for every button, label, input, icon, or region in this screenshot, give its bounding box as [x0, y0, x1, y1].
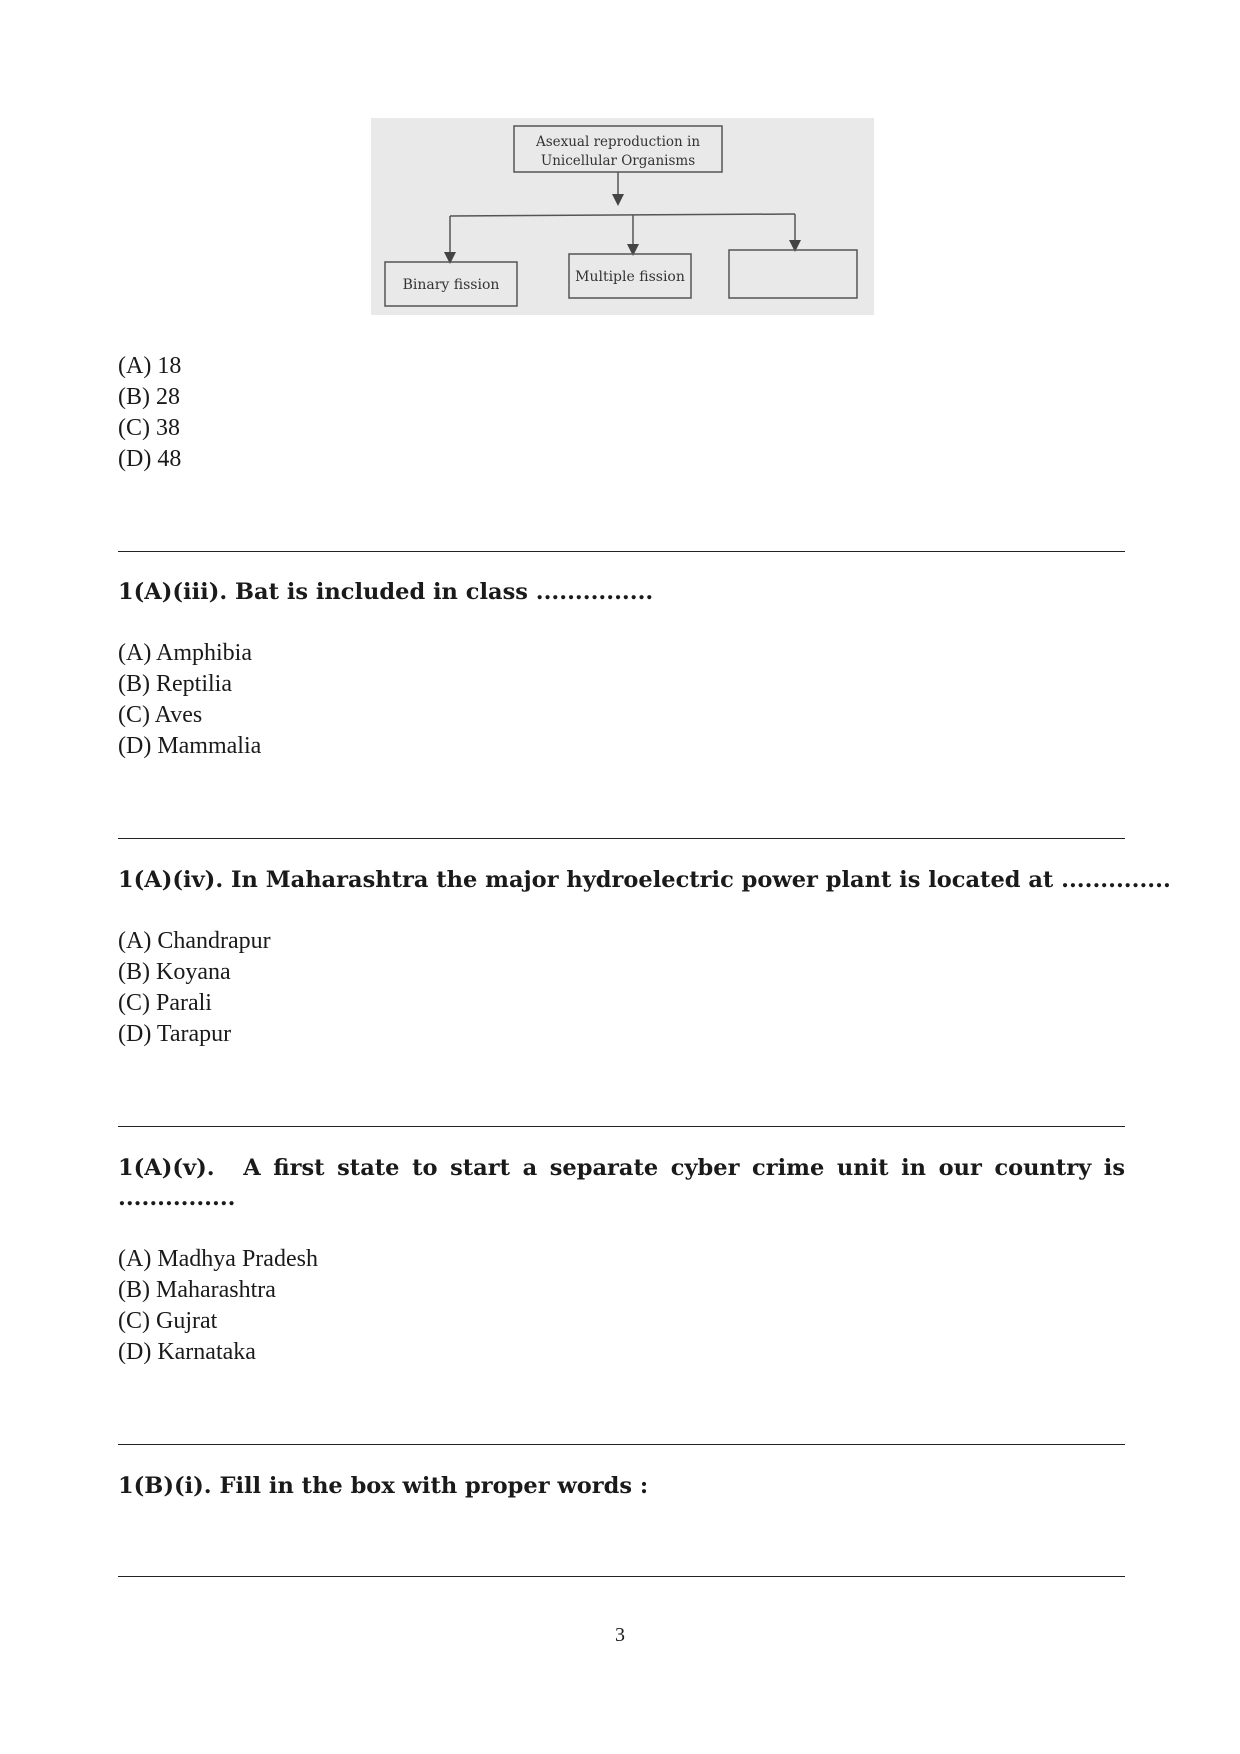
root-label-line2: Unicellular Organisms	[540, 153, 696, 169]
question-text: In Maharashtra the major hydroelectric power plant is located at ..............	[231, 867, 1171, 893]
option-c[interactable]: (C) Aves	[118, 702, 203, 728]
option-b[interactable]: (B) Reptilia	[118, 671, 232, 697]
option-a[interactable]: (A) Madhya Pradesh	[118, 1246, 318, 1272]
question-continuation: ...............	[118, 1185, 236, 1211]
option-b[interactable]: (B) Koyana	[118, 959, 231, 985]
divider	[118, 1126, 1125, 1127]
option-d[interactable]: (D) Mammalia	[118, 733, 262, 759]
question-text: A first state to start a separate cyber crime unit in our country is	[243, 1155, 1125, 1181]
option-d[interactable]: (D) 48	[118, 446, 182, 472]
option-d[interactable]: (D) Karnataka	[118, 1339, 256, 1365]
option-d[interactable]: (D) Tarapur	[118, 1021, 232, 1047]
flowchart-svg	[371, 118, 874, 315]
question-number: 1(A)(v).	[118, 1155, 215, 1181]
question-1a-iii	[118, 576, 653, 608]
question-text: Fill in the box with proper words :	[219, 1473, 649, 1499]
root-label-line1: Asexual reproduction in	[535, 134, 701, 150]
option-a[interactable]: (A) 18	[118, 353, 182, 379]
question-1a-v-options	[118, 1244, 318, 1368]
page-number: 3	[615, 1624, 625, 1646]
question-number: 1(A)(iv).	[118, 867, 224, 893]
divider	[118, 1576, 1125, 1577]
question-1a-iv-options	[118, 926, 271, 1050]
question-1a-v	[118, 1152, 1125, 1184]
divider	[118, 1444, 1125, 1445]
child-box-empty	[729, 250, 857, 298]
option-b[interactable]: (B) 28	[118, 384, 180, 410]
branch-line	[450, 214, 795, 216]
divider	[118, 838, 1125, 839]
child-label-binary: Binary fission	[402, 277, 500, 293]
question-1a-iv	[118, 864, 1171, 896]
question-text: Bat is included in class ...............	[235, 579, 654, 605]
question-number: 1(A)(iii).	[118, 579, 228, 605]
prev-question-options	[118, 351, 181, 475]
question-number: 1(B)(i).	[118, 1473, 212, 1499]
option-c[interactable]: (C) 38	[118, 415, 180, 441]
option-b[interactable]: (B) Maharashtra	[118, 1277, 276, 1303]
option-c[interactable]: (C) Gujrat	[118, 1308, 218, 1334]
option-c[interactable]: (C) Parali	[118, 990, 212, 1016]
option-a[interactable]: (A) Chandrapur	[118, 928, 271, 954]
divider	[118, 551, 1125, 552]
option-a[interactable]: (A) Amphibia	[118, 640, 252, 666]
question-1a-iii-options	[118, 638, 261, 762]
question-1b-i	[118, 1470, 648, 1502]
reproduction-flowchart	[371, 118, 874, 315]
child-label-multiple: Multiple fission	[575, 269, 685, 285]
